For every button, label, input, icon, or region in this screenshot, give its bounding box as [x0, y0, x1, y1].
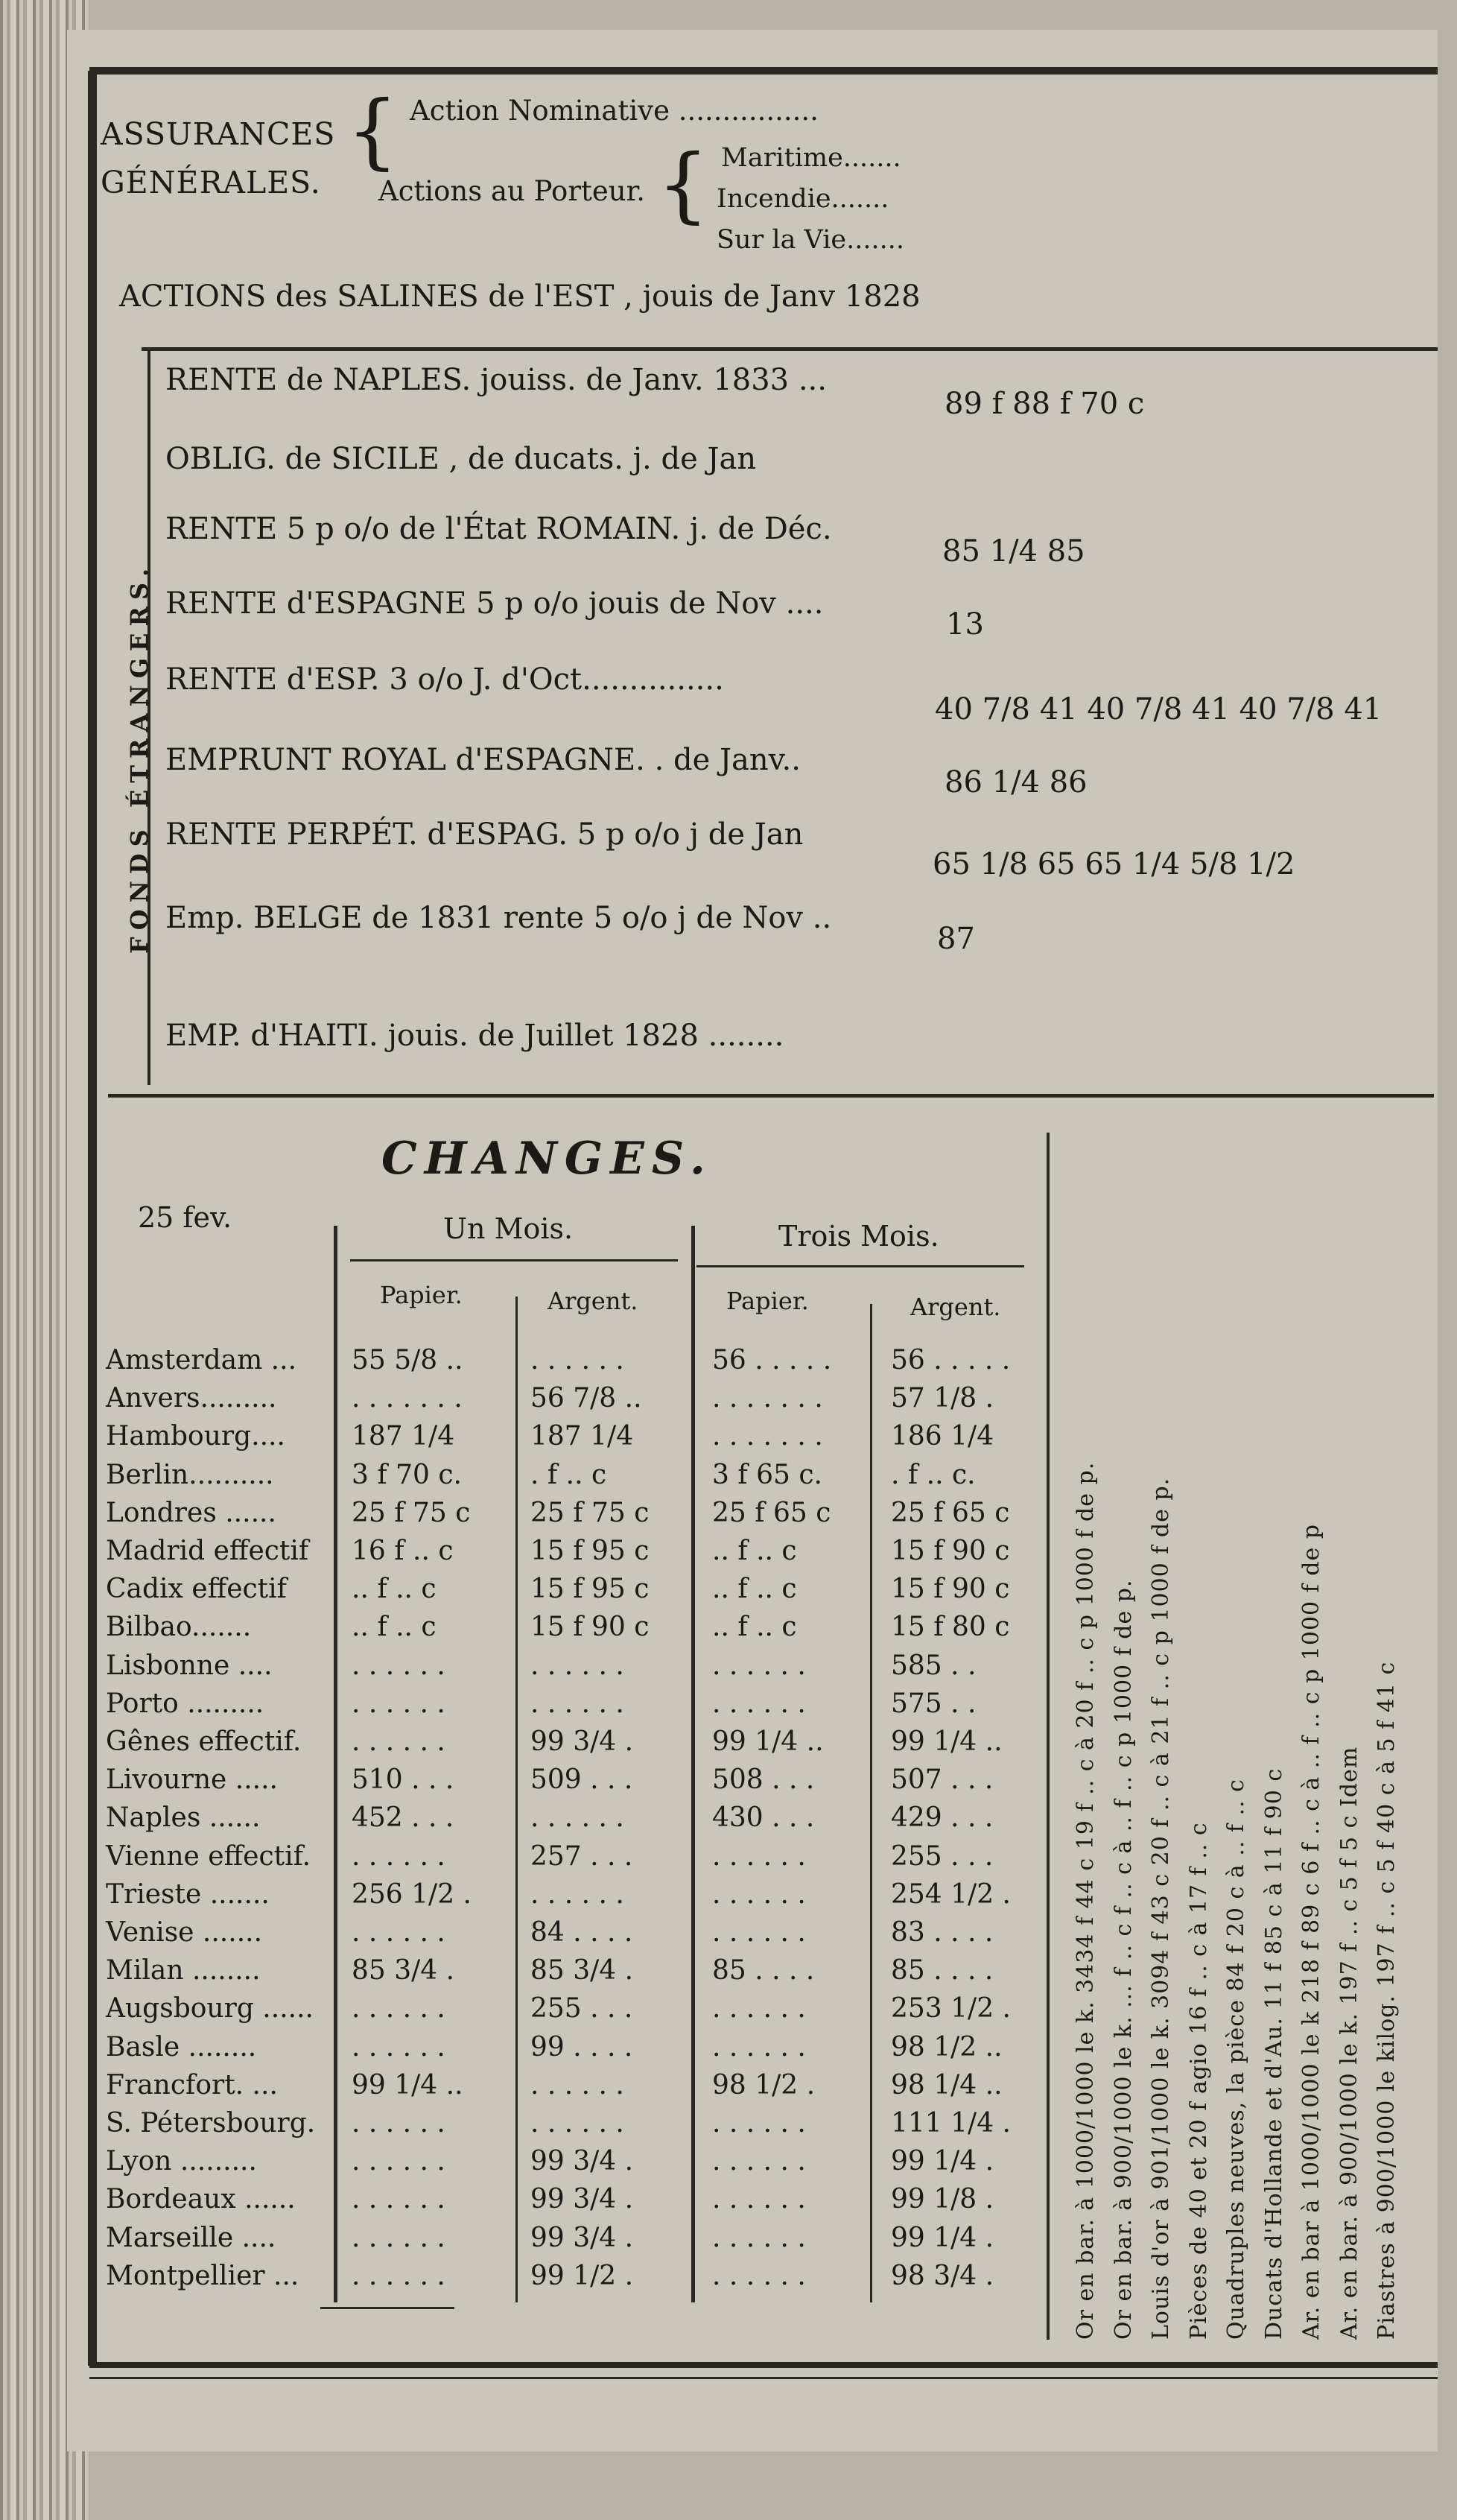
change-place: Berlin..........	[106, 1460, 274, 1490]
change-place: Montpellier ...	[106, 2261, 299, 2291]
action-nominative: Action Nominative ................	[410, 95, 819, 127]
fonds-row-name: EMPRUNT ROYAL d'ESPAGNE. . de Janv..	[165, 743, 801, 777]
um-papier-cell: 25 f 75 c	[352, 1498, 471, 1528]
bottom-short-rule	[320, 2307, 454, 2309]
salines: ACTIONS des SALINES de l'EST , jouis de Janv 1828	[119, 279, 921, 314]
tm-papier-cell: .. f .. c	[712, 1574, 797, 1604]
um-argent-cell: 56 7/8 ..	[530, 1383, 642, 1413]
tm-argent-cell: 255 . . .	[891, 1841, 994, 1872]
tm-argent-cell: . f .. c.	[891, 1460, 976, 1490]
tm-papier-cell: 98 1/2 .	[712, 2070, 816, 2100]
um-argent-cell: 15 f 95 c	[530, 1536, 650, 1566]
um-papier-cell: 55 5/8 ..	[352, 1345, 463, 1375]
col-rule-mid	[691, 1226, 695, 2302]
col-rule-um	[515, 1297, 518, 2302]
um-papier-head: Papier.	[380, 1281, 463, 1309]
matiere-line: Or en bar. à 1000/1000 le k. 3434 f 44 c 19 f .. c à 20 f .. c p 1000 f de p.	[1073, 1461, 1099, 2340]
um-papier-cell: . . . . . .	[352, 2261, 445, 2291]
changes-date: 25 fev.	[138, 1201, 232, 1234]
tm-papier-cell: 508 . . .	[712, 1764, 815, 1795]
tm-papier-cell: . . . . . .	[712, 2261, 806, 2291]
um-papier-cell: 256 1/2 .	[352, 1879, 472, 1910]
change-place: Lyon .........	[106, 2146, 257, 2176]
um-argent-cell: . . . . . .	[530, 1802, 624, 1833]
um-papier-cell: . . . . . .	[352, 1917, 445, 1948]
fonds-row-price: 40 7/8 41 40 7/8 41 40 7/8 41	[935, 692, 1383, 726]
tm-argent-cell: 15 f 90 c	[891, 1574, 1010, 1604]
um-argent-cell: . . . . . .	[530, 1879, 624, 1910]
change-place: Hambourg....	[106, 1421, 285, 1451]
incendie: Incendie.......	[717, 184, 889, 214]
um-papier-cell: .. f .. c	[352, 1574, 437, 1604]
um-argent-cell: 99 . . . .	[530, 2032, 633, 2062]
fonds-row-price: 13	[946, 607, 984, 642]
change-place: Londres ......	[106, 1498, 276, 1528]
matiere-line: Or en bar. à 900/1000 le k. ... f .. c f .. c à .. f .. c p 1000 f de p.	[1111, 1579, 1137, 2340]
tm-papier-cell: .. f .. c	[712, 1612, 797, 1642]
change-place: Gênes effectif.	[106, 1726, 302, 1757]
tm-argent-cell: 111 1/4 .	[891, 2108, 1011, 2138]
change-place: Amsterdam ...	[106, 1345, 297, 1375]
um-papier-cell: . . . . . .	[352, 1726, 445, 1757]
fonds-row-name: Emp. BELGE de 1831 rente 5 o/o j de Nov ..	[165, 901, 832, 935]
um-argent-cell: 99 3/4 .	[530, 2184, 634, 2215]
um-argent-cell: 25 f 75 c	[530, 1498, 650, 1528]
change-place: Bilbao.......	[106, 1612, 252, 1642]
change-place: Madrid effectif	[106, 1536, 309, 1566]
matiere-line: Ducats d'Hollande et d'Au. 11 f 85 c à 11 f 90 c	[1261, 1767, 1287, 2340]
tm-papier-cell: . . . . . .	[712, 1993, 806, 2024]
sur-la-vie: Sur la Vie.......	[717, 225, 905, 255]
tm-papier-cell: . . . . . .	[712, 2108, 806, 2138]
tm-papier-cell: 85 . . . .	[712, 1955, 815, 1986]
tm-argent-cell: 575 . .	[891, 1688, 977, 1719]
tm-argent-cell: 57 1/8 .	[891, 1383, 994, 1413]
tm-argent-cell: 186 1/4	[891, 1421, 994, 1451]
um-argent-cell: 84 . . . .	[530, 1917, 633, 1948]
tm-papier-cell: . . . . . .	[712, 1917, 806, 1948]
um-argent-cell: 99 3/4 .	[530, 1726, 634, 1757]
tm-papier-cell: . . . . . .	[712, 2032, 806, 2062]
matiere-line: Piastres à 900/1000 le kilog. 197 f .. c 5 f 40 c à 5 f 41 c	[1374, 1661, 1400, 2340]
trois-mois-rule	[696, 1265, 1024, 1267]
change-place: S. Pétersbourg.	[106, 2108, 316, 2138]
matiere-line: Ar. en bar. à 900/1000 le k. 197 f .. c 5 f 5 c Idem	[1336, 1746, 1362, 2340]
um-argent-cell: 509 . . .	[530, 1764, 633, 1795]
tm-argent-cell: 56 . . . . .	[891, 1345, 1011, 1375]
um-papier-cell: . . . . . .	[352, 1650, 445, 1681]
um-papier-cell: . . . . . .	[352, 2032, 445, 2062]
tm-papier-cell: . . . . . .	[712, 1650, 806, 1681]
um-papier-cell: . . . . . . .	[352, 1383, 463, 1413]
tm-papier-cell: 3 f 65 c.	[712, 1460, 822, 1490]
bottom-rule-2	[89, 2377, 1438, 2379]
changes-top-rule	[108, 1094, 1434, 1098]
un-mois-label: Un Mois.	[443, 1212, 574, 1245]
tm-papier-cell: 99 1/4 ..	[712, 1726, 824, 1757]
um-papier-cell: .. f .. c	[352, 1612, 437, 1642]
um-argent-cell: 85 3/4 .	[530, 1955, 634, 1986]
um-papier-cell: . . . . . .	[352, 1841, 445, 1872]
bottom-rule-1	[89, 2362, 1438, 2368]
change-place: Venise .......	[106, 1917, 263, 1948]
change-place: Porto .........	[106, 1688, 264, 1719]
trois-mois-label: Trois Mois.	[778, 1220, 939, 1253]
um-papier-cell: . . . . . .	[352, 2223, 445, 2253]
col-rule-place	[334, 1226, 337, 2302]
tm-papier-head: Papier.	[726, 1287, 809, 1315]
fonds-row-name: RENTE d'ESPAGNE 5 p o/o jouis de Nov ....	[165, 586, 824, 621]
um-papier-cell: . . . . . .	[352, 2184, 445, 2215]
um-argent-cell: 15 f 95 c	[530, 1574, 650, 1604]
um-papier-cell: . . . . . .	[352, 2146, 445, 2176]
fonds-row-price: 87	[937, 922, 975, 956]
assurances-brace: {	[346, 83, 399, 178]
porteur-brace: {	[657, 136, 709, 232]
um-papier-cell: 510 . . .	[352, 1764, 454, 1795]
fonds-row-name: OBLIG. de SICILE , de ducats. j. de Jan	[165, 442, 757, 476]
tm-papier-cell: . . . . . .	[712, 2146, 806, 2176]
tm-papier-cell: . . . . . .	[712, 2223, 806, 2253]
um-papier-cell: 85 3/4 .	[352, 1955, 455, 1986]
fonds-top-rule	[142, 347, 1438, 351]
change-place: Marseille ....	[106, 2223, 276, 2253]
tm-argent-cell: 585 . .	[891, 1650, 977, 1681]
tm-argent-cell: 254 1/2 .	[891, 1879, 1011, 1910]
change-place: Livourne .....	[106, 1764, 278, 1795]
tm-argent-cell: 429 . . .	[891, 1802, 994, 1833]
tm-argent-cell: 253 1/2 .	[891, 1993, 1011, 2024]
change-place: Bordeaux ......	[106, 2184, 296, 2215]
tm-argent-cell: 15 f 80 c	[891, 1612, 1010, 1642]
matiere-line: Ar. en bar à 1000/1000 le k 218 f 89 c 6 f .. c à .. f .. c p 1000 f de p	[1298, 1524, 1324, 2340]
um-papier-cell: 16 f .. c	[352, 1536, 454, 1566]
tm-papier-cell: . . . . . .	[712, 1879, 806, 1910]
um-argent-cell: 99 1/2 .	[530, 2261, 634, 2291]
fonds-row-name: RENTE d'ESP. 3 o/o J. d'Oct...............	[165, 662, 724, 697]
um-argent-cell: 99 3/4 .	[530, 2223, 634, 2253]
tm-argent-cell: 98 1/2 ..	[891, 2032, 1003, 2062]
tm-argent-cell: 98 3/4 .	[891, 2261, 994, 2291]
top-rule	[89, 67, 1438, 75]
tm-argent-cell: 507 . . .	[891, 1764, 994, 1795]
um-argent-cell: 255 . . .	[530, 1993, 633, 2024]
tm-argent-cell: 15 f 90 c	[891, 1536, 1010, 1566]
tm-papier-cell: . . . . . .	[712, 2184, 806, 2215]
tm-papier-cell: . . . . . .	[712, 1841, 806, 1872]
change-place: Anvers.........	[106, 1383, 277, 1413]
left-column-rule	[88, 71, 97, 2366]
generales-label: GÉNÉRALES.	[101, 165, 321, 200]
tm-papier-cell: 56 . . . . .	[712, 1345, 832, 1375]
change-place: Naples ......	[106, 1802, 261, 1833]
matiere-line: Quadruples neuves, la pièce 84 f 20 c à .. f .. c	[1223, 1779, 1249, 2340]
un-mois-rule	[350, 1259, 678, 1261]
tm-papier-cell: .. f .. c	[712, 1536, 797, 1566]
col-rule-right	[1047, 1133, 1050, 2340]
tm-argent-cell: 85 . . . .	[891, 1955, 994, 1986]
um-papier-cell: . . . . . .	[352, 1993, 445, 2024]
um-argent-cell: . . . . . .	[530, 1688, 624, 1719]
tm-papier-cell: 25 f 65 c	[712, 1498, 831, 1528]
change-place: Cadix effectif	[106, 1574, 287, 1604]
um-argent-cell: 15 f 90 c	[530, 1612, 650, 1642]
change-place: Vienne effectif.	[106, 1841, 311, 1872]
matiere-line: Louis d'or à 901/1000 le k. 3094 f 43 c 20 f .. c à 21 f .. c p 1000 f de p.	[1148, 1477, 1174, 2340]
matiere-line: Pièces de 40 et 20 f agio 16 f .. c à 17 f .. c	[1186, 1822, 1212, 2340]
um-papier-cell: 452 . . .	[352, 1802, 454, 1833]
fonds-row-name: EMP. d'HAITI. jouis. de Juillet 1828 ........	[165, 1019, 784, 1053]
fonds-row-price: 89 f 88 f 70 c	[945, 387, 1145, 421]
maritime: Maritime.......	[721, 143, 901, 173]
change-place: Francfort. ...	[106, 2070, 278, 2100]
um-argent-cell: 257 . . .	[530, 1841, 633, 1872]
um-argent-cell: 187 1/4	[530, 1421, 634, 1451]
tm-papier-cell: . . . . . . .	[712, 1383, 823, 1413]
fonds-row-price: 85 1/4 85	[942, 534, 1085, 569]
um-papier-cell: 3 f 70 c.	[352, 1460, 462, 1490]
tm-papier-cell: 430 . . .	[712, 1802, 815, 1833]
tm-argent-cell: 83 . . . .	[891, 1917, 994, 1948]
um-argent-cell: . . . . . .	[530, 2108, 624, 2138]
tm-argent-cell: 99 1/4 ..	[891, 1726, 1003, 1757]
changes-title: CHANGES.	[381, 1133, 713, 1185]
um-argent-cell: . . . . . .	[530, 1345, 624, 1375]
um-papier-cell: . . . . . .	[352, 2108, 445, 2138]
assurances-label: ASSURANCES	[101, 116, 336, 152]
change-place: Trieste .......	[106, 1879, 270, 1910]
tm-argent-cell: 99 1/4 .	[891, 2146, 994, 2176]
tm-argent-cell: 25 f 65 c	[891, 1498, 1010, 1528]
change-place: Augsbourg ......	[106, 1993, 314, 2024]
tm-papier-cell: . . . . . . .	[712, 1421, 823, 1451]
um-argent-cell: . . . . . .	[530, 2070, 624, 2100]
fonds-row-name: RENTE 5 p o/o de l'État ROMAIN. j. de Déc.	[165, 512, 832, 546]
change-place: Lisbonne ....	[106, 1650, 273, 1681]
fonds-row-name: RENTE de NAPLES. jouiss. de Janv. 1833 ...	[165, 363, 827, 397]
um-papier-cell: 99 1/4 ..	[352, 2070, 463, 2100]
tm-papier-cell: . . . . . .	[712, 1688, 806, 1719]
um-argent-head: Argent.	[547, 1287, 638, 1315]
tm-argent-cell: 98 1/4 ..	[891, 2070, 1003, 2100]
tm-argent-head: Argent.	[910, 1293, 1001, 1321]
col-rule-tm	[870, 1304, 872, 2302]
change-place: Basle ........	[106, 2032, 257, 2062]
fonds-row-price: 65 1/8 65 65 1/4 5/8 1/2	[933, 847, 1295, 881]
fonds-row-price: 86 1/4 86	[945, 765, 1088, 800]
fonds-row-name: RENTE PERPÉT. d'ESPAG. 5 p o/o j de Jan	[165, 817, 804, 852]
tm-argent-cell: 99 1/8 .	[891, 2184, 994, 2215]
fonds-etrangers-label: FONDS ÉTRANGERS.	[125, 561, 153, 954]
um-papier-cell: 187 1/4	[352, 1421, 455, 1451]
actions-porteur: Actions au Porteur.	[378, 175, 645, 207]
um-papier-cell: . . . . . .	[352, 1688, 445, 1719]
change-place: Milan ........	[106, 1955, 261, 1986]
um-argent-cell: 99 3/4 .	[530, 2146, 634, 2176]
tm-argent-cell: 99 1/4 .	[891, 2223, 994, 2253]
um-argent-cell: . . . . . .	[530, 1650, 624, 1681]
um-argent-cell: . f .. c	[530, 1460, 607, 1490]
